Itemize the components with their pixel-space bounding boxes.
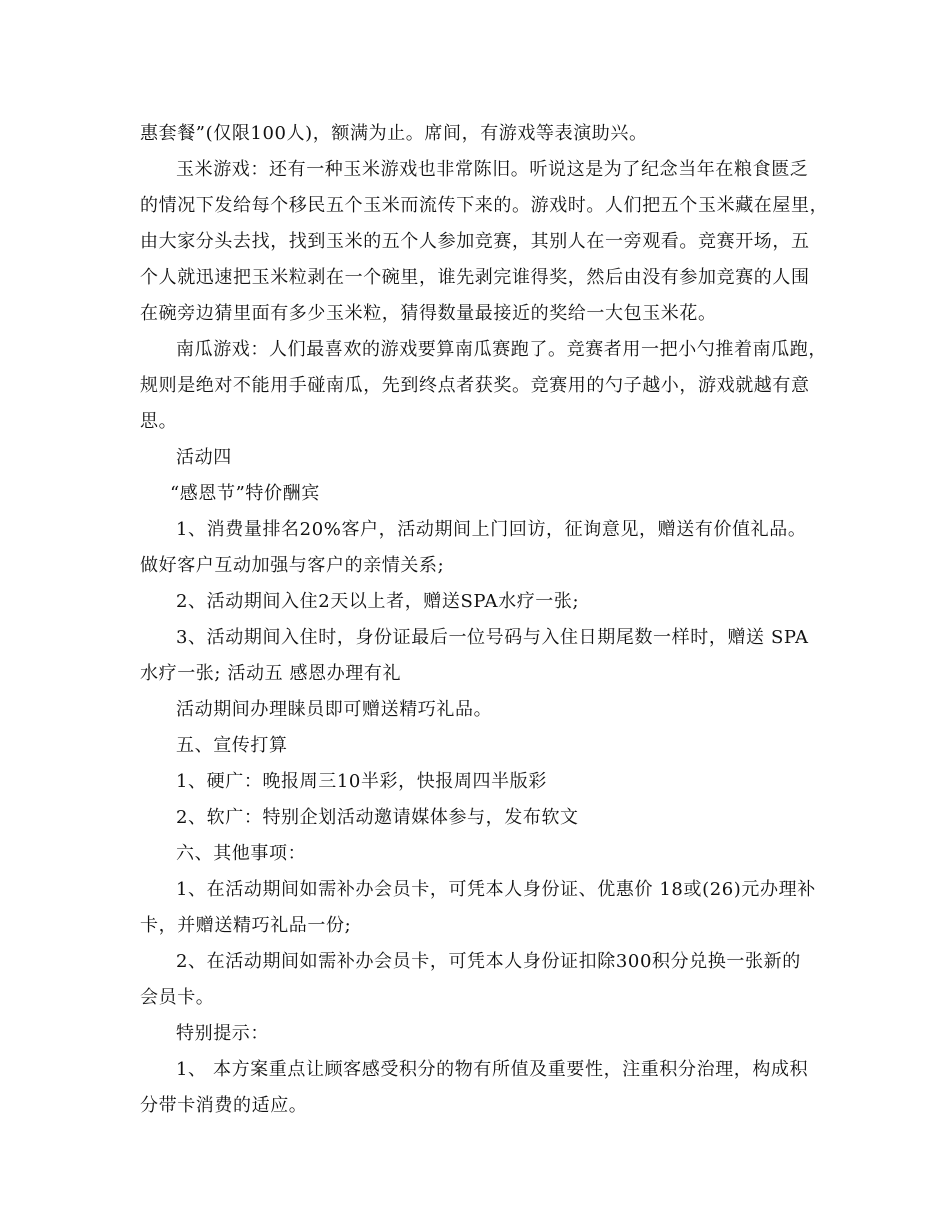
text-line: 1、硬广：晚报周三10半彩，快报周四半版彩 bbox=[176, 771, 547, 792]
text-line: 活动期间办理睐员即可赠送精巧礼品。 bbox=[176, 699, 493, 720]
text-line: 南瓜游戏：人们最喜欢的游戏要算南瓜赛跑了。竞赛者用一把小勺推着南瓜跑， bbox=[176, 339, 827, 360]
text-line: 1、 本方案重点让顾客感受积分的物有所值及重要性，注重积分治理，构成积 bbox=[176, 1059, 809, 1080]
text-line: 水疗一张; 活动五 感恩办理有礼 bbox=[140, 663, 402, 684]
text-line: 在碗旁边猜里面有多少玉米粒，猜得数量最接近的奖给一大包玉米花。 bbox=[140, 303, 717, 324]
text-line: 由大家分头去找，找到玉米的五个人参加竞赛，其别人在一旁观看。竞赛开场，五 bbox=[140, 231, 810, 252]
text-line: 的情况下发给每个移民五个玉米而流传下来的。游戏时。人们把五个玉米藏在屋里， bbox=[140, 195, 829, 216]
text-line: 1、在活动期间如需补办会员卡，可凭本人身份证、优惠价 18或(26)元办理补 bbox=[176, 879, 816, 900]
text-line: 玉米游戏：还有一种玉米游戏也非常陈旧。听说这是为了纪念当年在粮食匮乏 bbox=[176, 159, 809, 180]
text-line: 卡，并赠送精巧礼品一份; bbox=[140, 915, 352, 936]
section-heading: 五、宣传打算 bbox=[176, 735, 288, 756]
text-line: 思。 bbox=[140, 411, 178, 432]
section-heading: 特别提示： bbox=[176, 1023, 269, 1044]
text-line: 个人就迅速把玉米粒剥在一个碗里，谁先剥完谁得奖，然后由没有参加竞赛的人围 bbox=[140, 267, 810, 288]
section-subheading: “感恩节”特价酬宾 bbox=[170, 483, 320, 504]
text-line: 3、活动期间入住时，身份证最后一位号码与入住日期尾数一样时，赠送 SPA bbox=[176, 627, 809, 648]
text-line: 2、软广：特别企划活动邀请媒体参与，发布软文 bbox=[176, 807, 579, 828]
text-line: 会员卡。 bbox=[140, 987, 215, 1008]
text-line: 规则是绝对不能用手碰南瓜，先到终点者获奖。竞赛用的勺子越小，游戏就越有意 bbox=[140, 375, 810, 396]
text-line: 2、活动期间入住2天以上者，赠送SPA水疗一张; bbox=[176, 591, 580, 612]
text-line: 做好客户互动加强与客户的亲情关系; bbox=[140, 555, 445, 576]
text-line: 惠套餐”(仅限100人)，额满为止。席间，有游戏等表演助兴。 bbox=[140, 123, 648, 144]
text-line: 分带卡消费的适应。 bbox=[140, 1095, 308, 1116]
section-heading: 六、其他事项： bbox=[176, 843, 307, 864]
section-heading: 活动四 bbox=[176, 447, 232, 468]
text-line: 1、消费量排名20%客户，活动期间上门回访，征询意见，赠送有价值礼品。 bbox=[176, 519, 807, 540]
text-line: 2、在活动期间如需补办会员卡，可凭本人身份证扣除300积分兑换一张新的 bbox=[176, 951, 801, 972]
